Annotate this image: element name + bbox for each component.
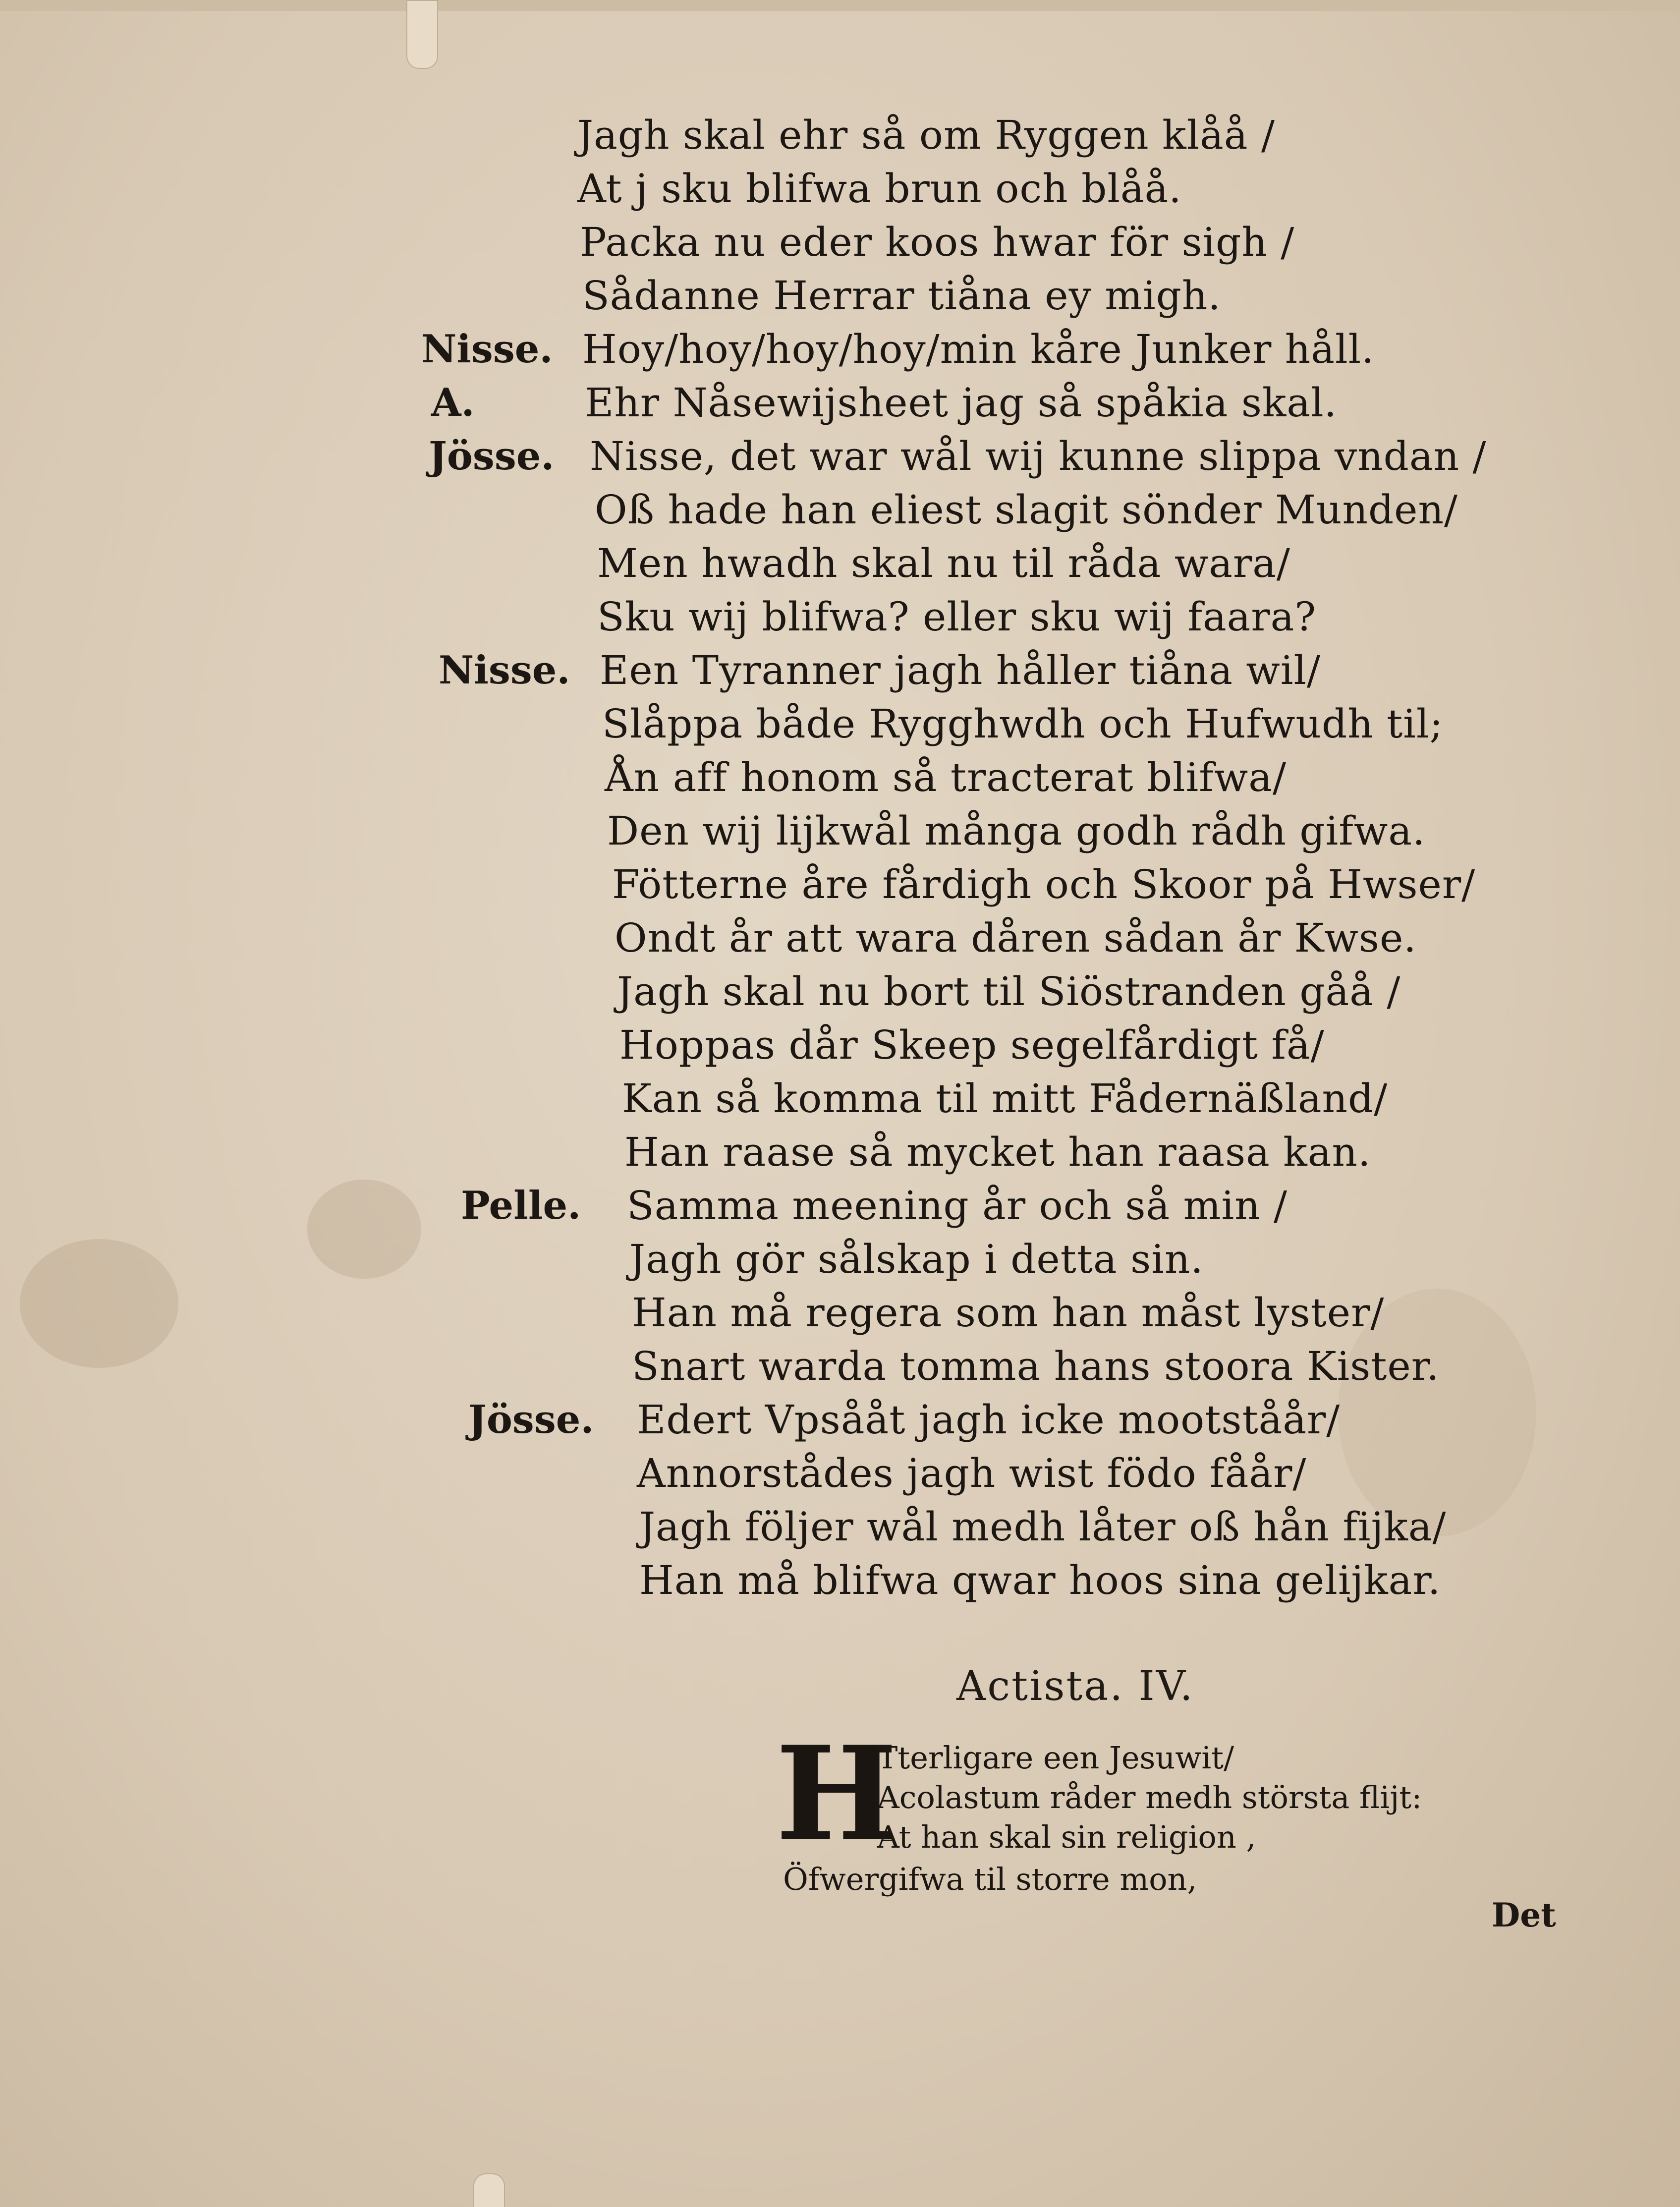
line-text: Han må blifwa qwar hoos sina gelijkar. (639, 1557, 1441, 1603)
act-intro-line: Acolastum råder medh största flijt: (877, 1779, 1422, 1815)
act-intro-line: Tterligare een Jesuwit/ (877, 1740, 1234, 1776)
line-text: Men hwadh skal nu til råda wara/ (597, 540, 1290, 586)
line-text: Packa nu eder koos hwar för sigh / (580, 219, 1295, 265)
paper-stain (307, 1180, 421, 1279)
line-text: Jagh skal ehr så om Ryggen klåå / (577, 112, 1275, 158)
act-heading: Actista. IV. (956, 1663, 1194, 1710)
line-text: Slåppa både Rygghwdh och Hufwudh til; (602, 701, 1444, 747)
line-text: Samma meening år och så min / (627, 1183, 1288, 1229)
line-text: Han må regera som han måst lyster/ (632, 1290, 1385, 1336)
line-text: Ån aff honom så tracterat blifwa/ (605, 754, 1287, 800)
line-text: Een Tyranner jagh håller tiåna wil/ (600, 647, 1321, 693)
binding-tab-top (406, 0, 438, 69)
line-text: Annorstådes jagh wist födo fåår/ (637, 1450, 1307, 1496)
speaker-name: A. (431, 380, 475, 425)
line-text: Snart warda tomma hans stoora Kister. (632, 1343, 1440, 1389)
line-text: Sådanne Herrar tiåna ey migh. (582, 273, 1221, 319)
speaker-name: Jösse. (468, 1397, 594, 1442)
paper-stain (20, 1239, 178, 1368)
binding-tab-bottom (473, 2173, 505, 2207)
line-text: Jagh gör sålskap i detta sin. (629, 1236, 1204, 1282)
line-text: Nisse, det war wål wij kunne slippa vndan / (590, 433, 1487, 479)
line-text: Kan så komma til mitt Fådernäßland/ (622, 1075, 1388, 1122)
line-text: Den wij lijkwål många godh rådh gifwa. (607, 808, 1426, 854)
line-text: Edert Vpsååt jagh icke mootståår/ (637, 1397, 1341, 1443)
drop-cap: H (776, 1718, 897, 1869)
line-text: Ondt år att wara dåren sådan år Kwse. (615, 915, 1417, 961)
line-text: Jagh följer wål medh låter oß hån fijka/ (639, 1504, 1447, 1550)
line-text: Jagh skal nu bort til Siöstranden gåå / (617, 968, 1401, 1015)
line-text: Ehr Nåsewijsheet jag så spåkia skal. (585, 380, 1338, 426)
line-text: Fötterne åre fårdigh och Skoor på Hwser/ (612, 861, 1476, 907)
line-text: At j sku blifwa brun och blåå. (577, 166, 1182, 212)
speaker-name: Jösse. (429, 434, 555, 479)
act-intro-line: At han skal sin religion , (877, 1819, 1256, 1855)
line-text: Han raase så mycket han raasa kan. (624, 1129, 1371, 1175)
speaker-name: Nisse. (439, 648, 570, 693)
speaker-name: Nisse. (421, 327, 553, 372)
page-top-edge (0, 0, 1680, 11)
speaker-name: Pelle. (461, 1183, 581, 1228)
catchword: Det (1492, 1896, 1556, 1934)
line-text: Hoppas dår Skeep segelfårdigt få/ (619, 1022, 1325, 1068)
act-intro-line: Öfwergifwa til storre mon, (783, 1861, 1197, 1897)
line-text: Oß hade han eliest slagit sönder Munden/ (595, 487, 1458, 533)
line-text: Sku wij blifwa? eller sku wij faara? (597, 594, 1317, 640)
line-text: Hoy/hoy/hoy/hoy/min kåre Junker håll. (582, 326, 1375, 372)
